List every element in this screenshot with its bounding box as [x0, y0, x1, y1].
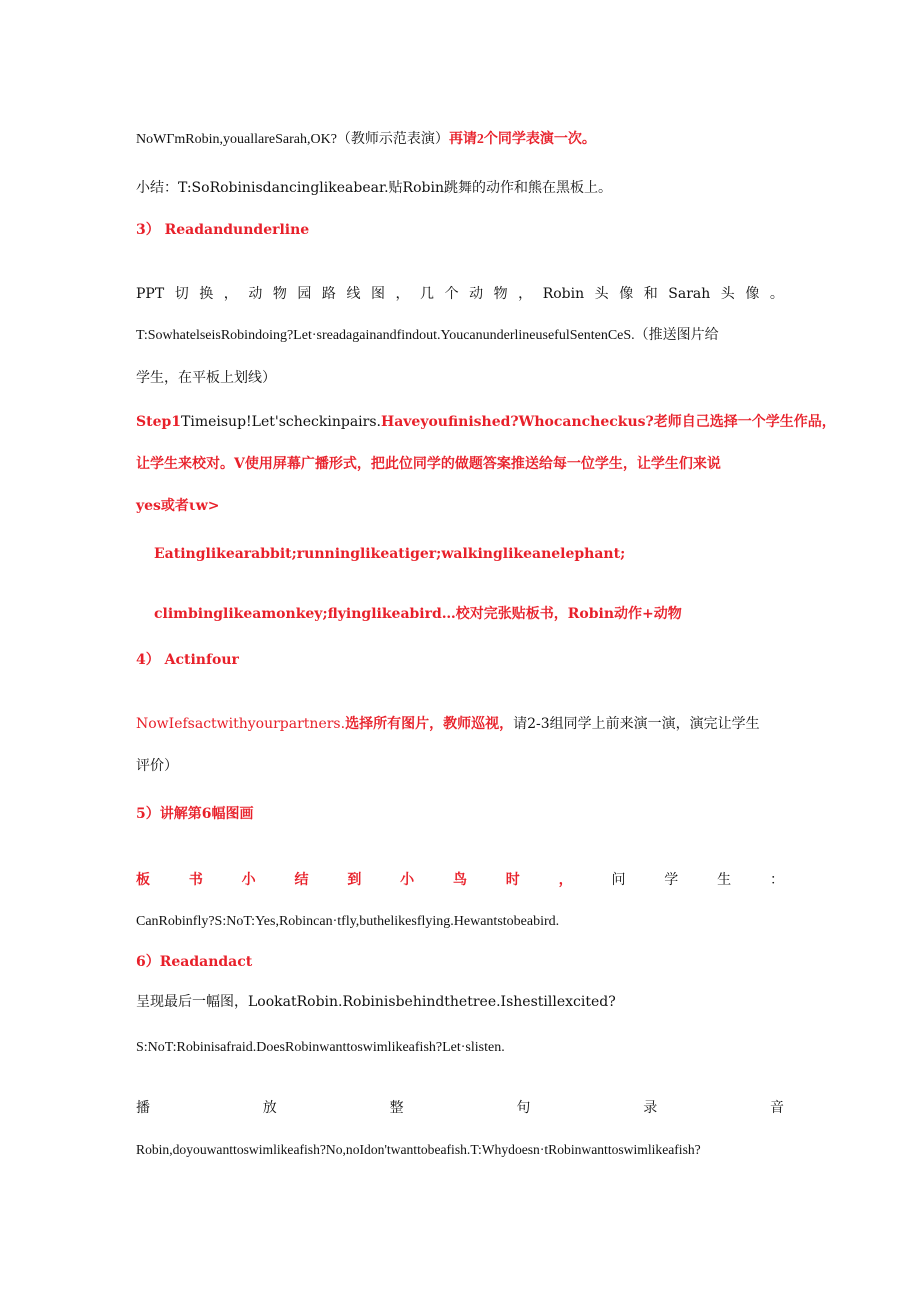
- line-climbing-like: climbinglikeamonkey;flyinglikeabird…校对完张贴板书，Robin动作+动物: [154, 606, 682, 622]
- line-evaluate: 评价）: [136, 758, 178, 774]
- act-partners-red: NowIefsactwithyourpartners.: [136, 716, 346, 732]
- spread-token: ，: [395, 286, 410, 302]
- heading-act-in-four: 4） Actinfour: [136, 652, 239, 668]
- spread-token: 生: [717, 872, 732, 888]
- line-look-at-robin: 呈现最后一幅图，LookatRobin.Robinisbehindthetree.Ishestillexcited?: [136, 994, 616, 1010]
- step1-red: Haveyoufinished?Whocancheckus?老师自己选择一个学生作品，: [380, 414, 836, 430]
- spread-token: 线: [346, 286, 361, 302]
- spread-token: ，: [558, 872, 573, 888]
- spread-token: 动: [469, 286, 484, 302]
- line-eating-like: Eatinglikearabbit;runninglikeatiger;walkinglikeanelephant;: [154, 546, 626, 562]
- blackboard-summary-line: [136, 870, 784, 890]
- spread-token: 物: [272, 286, 287, 302]
- line-yes-or-no: yes或者ιw>: [136, 498, 220, 514]
- step1-text: Timeisup!Let'scheckinpairs.: [181, 414, 381, 430]
- spread-token: 园: [297, 286, 312, 302]
- play-recording-line: [136, 1098, 784, 1118]
- step1-label: Step1: [136, 414, 182, 430]
- line-robin-sarah: [136, 130, 596, 150]
- spread-token: 像: [745, 286, 760, 302]
- summary-bear: 小结：T:SoRobinisdancinglikeabear.贴Robin跳舞的动作和熊在黑板上。: [136, 180, 612, 196]
- spread-token: 播: [136, 1100, 150, 1116]
- spread-token: 放: [262, 1100, 277, 1116]
- spread-token: 问: [611, 872, 626, 888]
- line-robin-afraid: S:NoT:Robinisafraid.DoesRobinwanttoswimlikeafish?Let·slisten.: [136, 1040, 505, 1055]
- spread-token: 图: [370, 286, 385, 302]
- act-partners-bold: 选择所有图片，教师巡视，: [345, 716, 514, 732]
- spread-token: 物: [493, 286, 508, 302]
- spread-token: 板: [136, 872, 150, 888]
- spread-token: 头: [720, 286, 735, 302]
- spread-token: 个: [444, 286, 459, 302]
- line-robin-sarah-text: NoWΓmRobin,youallareSarah,OK?（教师示范表演）: [136, 132, 449, 147]
- spread-token: 音: [769, 1100, 784, 1116]
- line-swim-like-fish: Robin,doyouwanttoswimlikeafish?No,noIdon'twanttobeafish.T:Whydoesn·tRobinwanttoswimlikeafish?: [136, 1142, 701, 1157]
- line-can-robin-fly: CanRobinfly?S:NoT:Yes,Robincan·tfly,buthelikesflying.Hewantstobeabird.: [136, 914, 560, 929]
- spread-token: 句: [516, 1100, 531, 1116]
- line-screen-broadcast: 让学生来校对。V使用屏幕广播形式，把此位同学的做题答案推送给每一位学生，让学生们来说: [136, 456, 721, 472]
- spread-token: 时: [505, 872, 520, 888]
- spread-token: 学: [664, 872, 679, 888]
- spread-token: 录: [643, 1100, 658, 1116]
- spread-token: ，: [223, 286, 238, 302]
- line-what-else: T:SowhatelseisRobindoing?Let·sreadagainandfindout.YoucanunderlineusefulSentenCeS.（推送图片给: [136, 328, 719, 343]
- spread-token: PPT: [136, 286, 165, 302]
- spread-token: 和: [643, 286, 658, 302]
- spread-token: 小: [241, 872, 256, 888]
- spread-token: 动: [248, 286, 263, 302]
- ppt-switch-line: [136, 284, 784, 304]
- spread-token: 像: [619, 286, 634, 302]
- spread-token: 几: [420, 286, 435, 302]
- spread-token: 鸟: [452, 872, 467, 888]
- spread-token: Robin: [542, 286, 585, 302]
- spread-token: 结: [294, 872, 309, 888]
- spread-token: 小: [400, 872, 415, 888]
- spread-token: ，: [518, 286, 533, 302]
- heading-read-and-underline: 3） Readandunderline: [136, 222, 310, 238]
- spread-token: 。: [769, 286, 784, 302]
- spread-token: 换: [199, 286, 214, 302]
- spread-token: ：: [769, 872, 784, 888]
- act-partners-text: 请2-3组同学上前来演一演，演完让学生: [513, 716, 760, 732]
- line-act-partners: [136, 714, 760, 734]
- spread-token: Sarah: [668, 286, 711, 302]
- spread-token: 切: [174, 286, 189, 302]
- spread-token: 路: [321, 286, 336, 302]
- spread-token: 头: [594, 286, 609, 302]
- line-robin-sarah-red: 再请2个同学表演一次。: [448, 132, 596, 147]
- heading-read-and-act: 6）Readandact: [136, 954, 253, 970]
- heading-picture-6: 5）讲解第6幅图画: [136, 806, 254, 822]
- line-step1: [136, 412, 836, 432]
- spread-token: 整: [389, 1100, 404, 1116]
- line-push-tablet: 学生，在平板上划线）: [136, 370, 276, 386]
- spread-token: 书: [188, 872, 203, 888]
- spread-token: 到: [347, 872, 362, 888]
